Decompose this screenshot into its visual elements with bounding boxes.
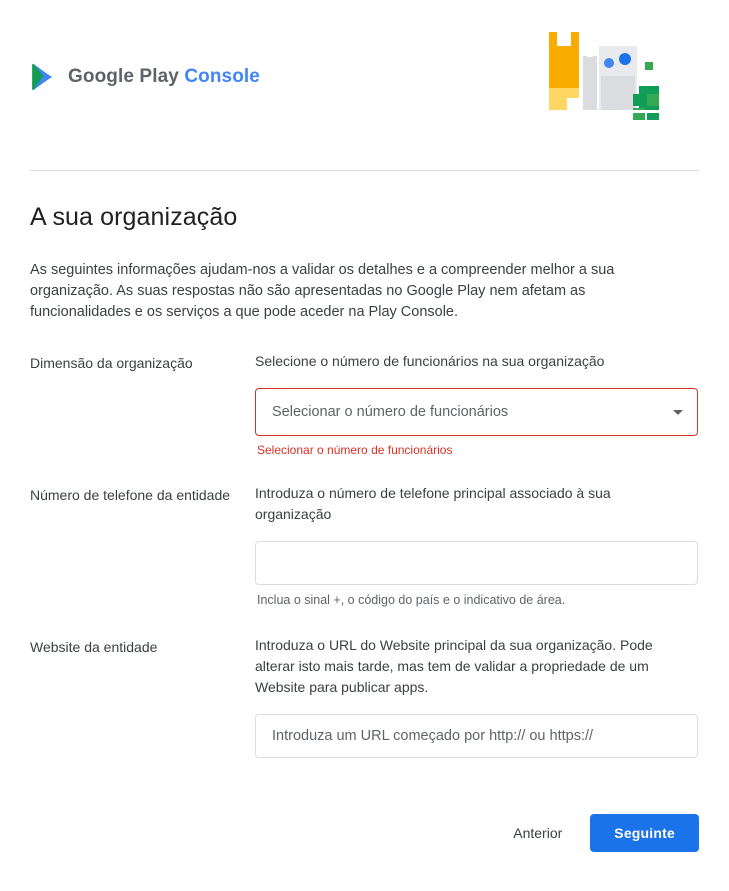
brand-title-secondary: Console (184, 66, 260, 87)
field-website-label: Website da entidade (30, 639, 158, 655)
next-button[interactable]: Seguinte (590, 814, 699, 852)
field-website (30, 635, 699, 758)
field-website-body (255, 635, 699, 758)
header-divider (30, 170, 699, 171)
phone-helper-text: Inclua o sinal +, o código do país e o indicativo de área. (257, 593, 566, 607)
employee-count-error-message: Selecionar o número de funcionários (257, 443, 453, 457)
page-intro-text: As seguintes informações ajudam-nos a validar os detalhes e a compreender melhor a sua organização. As suas respostas não são apresentadas no Google Play nem afetam as funcionalidades e os serviços a que pode aceder na Play Console. (30, 262, 615, 320)
field-phone-body (255, 483, 699, 607)
field-org-size (30, 351, 699, 457)
brand-title (68, 66, 260, 88)
form-actions (30, 814, 699, 852)
city-buildings-illustration (549, 28, 671, 133)
field-phone-label: Número de telefone da entidade (30, 487, 231, 503)
field-org-size-body (255, 351, 699, 457)
field-phone-description: Introduza o número de telefone principal associado à sua organização (255, 485, 611, 522)
organization-form (30, 351, 699, 758)
previous-button[interactable]: Anterior (503, 815, 572, 851)
field-org-size-description: Selecione o número de funcionários na sua organização (255, 353, 605, 369)
phone-input[interactable] (255, 541, 698, 585)
google-play-triangle-icon (30, 62, 58, 92)
field-website-description: Introduza o URL do Website principal da sua organização. Pode alterar isto mais tarde, mas tem de validar a propriedade de um Website para publicar apps. (255, 637, 653, 695)
employee-count-select[interactable] (255, 388, 698, 436)
website-input[interactable] (255, 714, 698, 758)
field-org-size-label: Dimensão da organização (30, 355, 193, 371)
employee-count-select-value: Selecionar o número de funcionários (272, 404, 509, 420)
page-title: A sua organização (30, 203, 238, 231)
page-header (30, 0, 699, 160)
field-phone (30, 483, 699, 607)
brand-lockup (30, 62, 260, 92)
chevron-down-icon (673, 410, 683, 415)
brand-title-primary: Google Play (68, 66, 179, 87)
